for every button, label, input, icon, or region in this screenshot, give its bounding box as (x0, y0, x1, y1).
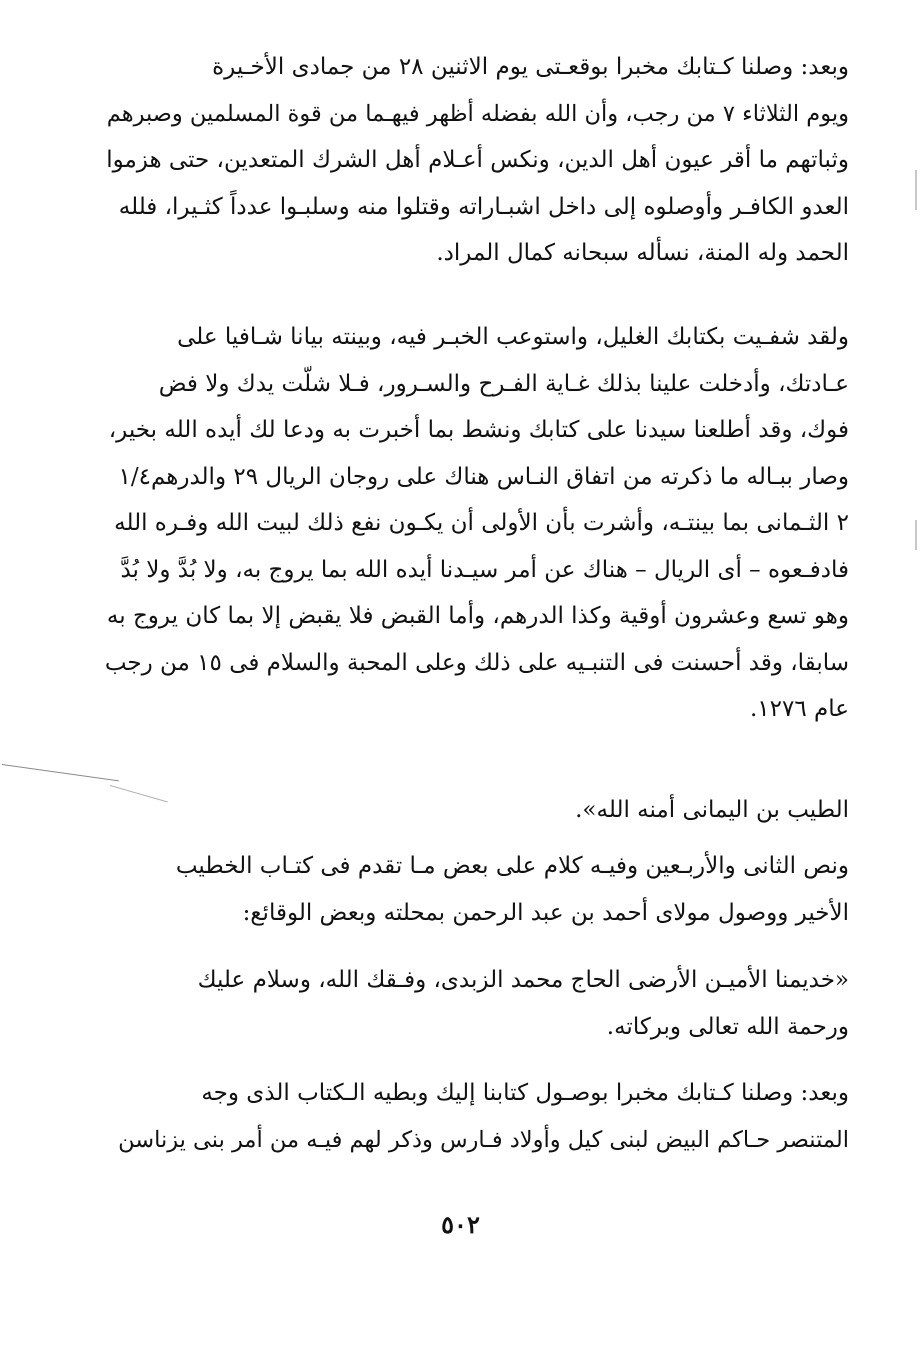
scan-edge-mark (915, 170, 917, 210)
text-line: «خديمنا الأميـن الأرضى الحاج محمد الزبدى، وفـقك الله، وسلام عليك (197, 967, 849, 993)
text-line: المتنصر حـاكم البيض لبنى كيل وأولاد فـارس وذكر لهم فيـه من أمر بنى يزناسن (118, 1126, 849, 1153)
text-line: ويوم الثلاثاء ٧ من رجب، وأن الله بفضله أظهر فيهـما من قوة المسلمين وصبرهم (106, 100, 849, 127)
text-line: وبعد: وصلنا كـتابك مخبرا بوصـول كتابنا إليك وبطيه الـكتاب الذى وجه (201, 1080, 849, 1106)
text-line: سابقا، وقد أحسنت فى التنبـيه على ذلك وعلى المحبة والسلام فى ١٥ من رجب (104, 649, 849, 676)
text-line: الأخير ووصول مولاى أحمد بن عبد الرحمن بمحلته وبعض الوقائع: (242, 899, 849, 926)
text-line: فادفـعوه – أى الريال – هناك عن أمر سيـدنا أيده الله بما يروج به، ولا بُدَّ ولا بُدَّ (120, 556, 849, 583)
text-line: ورحمة الله تعالى وبركاته. (606, 1013, 849, 1040)
paragraph-signature (104, 787, 849, 834)
paragraph-intro-42 (104, 843, 849, 936)
text-line: وصار ببـاله ما ذكرته من اتفاق النـاس هناك على روجان الريال ٢٩ والدرهم١/٤ (118, 463, 849, 490)
text-line: عـادتك، وأدخلت علينا بذلك غـاية الفـرح والسـرور، فـلا شلّت يدك ولا فض (158, 370, 849, 397)
text-line: العدو الكافـر وأوصلوه إلى داخل اشبـاراته وقتلوا منه وسلبـوا عدداً كثـيرا، فلله (118, 193, 849, 220)
paragraph-letter-body-3 (104, 1070, 849, 1163)
text-line: ٢ الثـمانى بما بينتـه، وأشرت بأن الأولى أن يكـون نفع ذلك لبيت الله وفـره الله (114, 510, 849, 536)
text-line: وهو تسع وعشرون أوقية وكذا الدرهم، وأما القبض فلا يقبض إلا بما كان يروج به (106, 603, 849, 629)
scan-edge-mark (915, 520, 917, 550)
text-line: وثباتهم ما أقر عيون أهل الدين، ونكس أعـلام أهل الشرك المتعدين، حتى هزموا (106, 147, 849, 173)
text-line: عام ١٢٧٦. (749, 696, 849, 722)
page-number: ٥٠٢ (441, 1210, 480, 1239)
text-line: الطيب بن اليمانى أمنه الله». (575, 797, 849, 823)
text-line: ولقد شفـيت بكتابك الغليل، واستوعب الخبـر فيه، وبينته بيانا شـافيا على (177, 324, 849, 350)
scan-artifact-line (2, 764, 119, 781)
text-line: الحمد وله المنة، نسأله سبحانه كمال المراد. (436, 240, 849, 266)
text-line: فوك، وقد أطلعنا سيدنا على كتابك ونشط بما أخبرت به ودعا لك أيده الله بخير، (108, 417, 849, 443)
text-line: ونص الثانى والأربـعين وفيـه كلام على بعض مـا تقدم فى كتـاب الخطيب (175, 853, 849, 879)
paragraph-salutation (104, 957, 849, 1050)
text-line: وبعد: وصلنا كـتابك مخبرا بوقعـتى يوم الاثنين ٢٨ من جمادى الأخـيرة (212, 54, 849, 80)
paragraph-letter-body-1 (104, 44, 849, 277)
paragraph-letter-body-2 (104, 314, 849, 733)
